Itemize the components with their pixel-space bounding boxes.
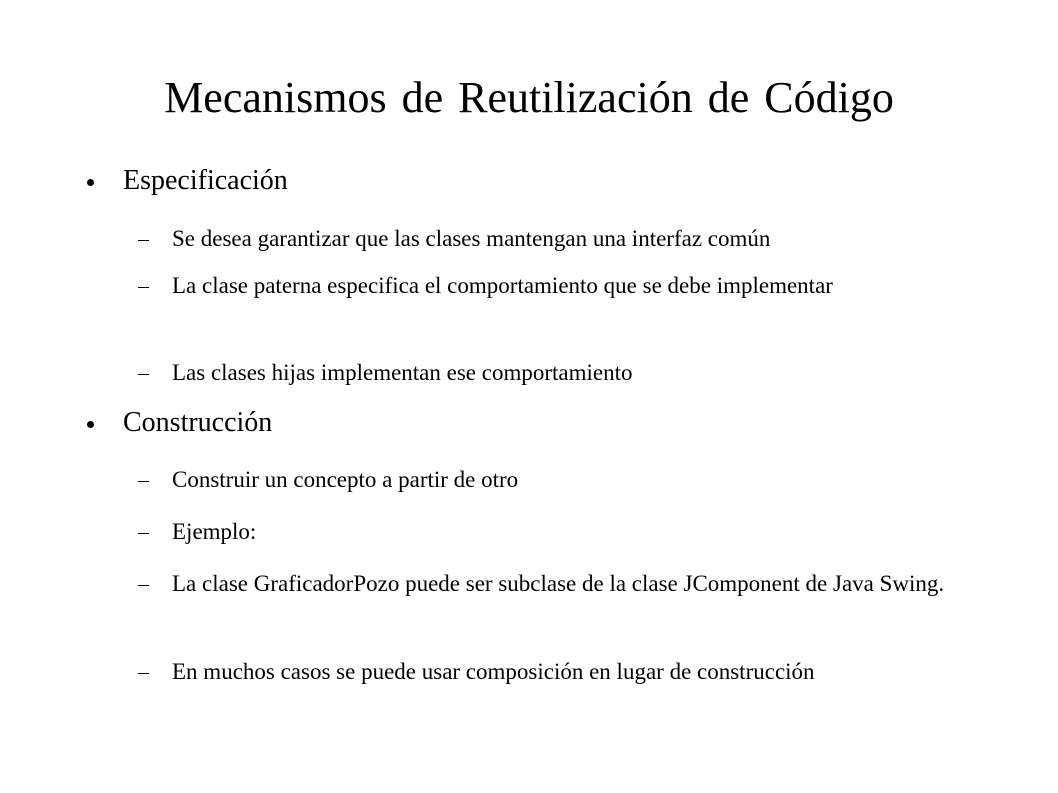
section-heading-especificacion: Especificación xyxy=(123,165,288,196)
bullet-dot-icon xyxy=(87,179,94,186)
list-item: Las clases hijas implementan ese comportamiento xyxy=(172,360,633,385)
section-heading-construccion: Construcción xyxy=(123,407,273,438)
dash-bullet-icon xyxy=(138,374,149,375)
dash-bullet-icon xyxy=(138,240,149,241)
list-item: En muchos casos se puede usar composición en lugar de construcción xyxy=(172,659,815,684)
dash-bullet-icon xyxy=(138,287,149,288)
dash-bullet-icon xyxy=(138,585,149,586)
list-item: La clase paterna especifica el comportamiento que se debe implementar xyxy=(172,273,833,298)
list-item: Construir un concepto a partir de otro xyxy=(172,467,519,492)
list-item: La clase GraficadorPozo puede ser subclase de la clase JComponent de Java Swing. xyxy=(172,571,945,596)
bullet-dot-icon xyxy=(87,421,94,428)
list-item: Se desea garantizar que las clases mantengan una interfaz común xyxy=(172,226,771,251)
list-item: Ejemplo: xyxy=(172,519,257,544)
dash-bullet-icon xyxy=(138,481,149,482)
slide-title: Mecanismos de Reutilización de Código xyxy=(164,73,894,122)
dash-bullet-icon xyxy=(138,673,149,674)
dash-bullet-icon xyxy=(138,533,149,534)
